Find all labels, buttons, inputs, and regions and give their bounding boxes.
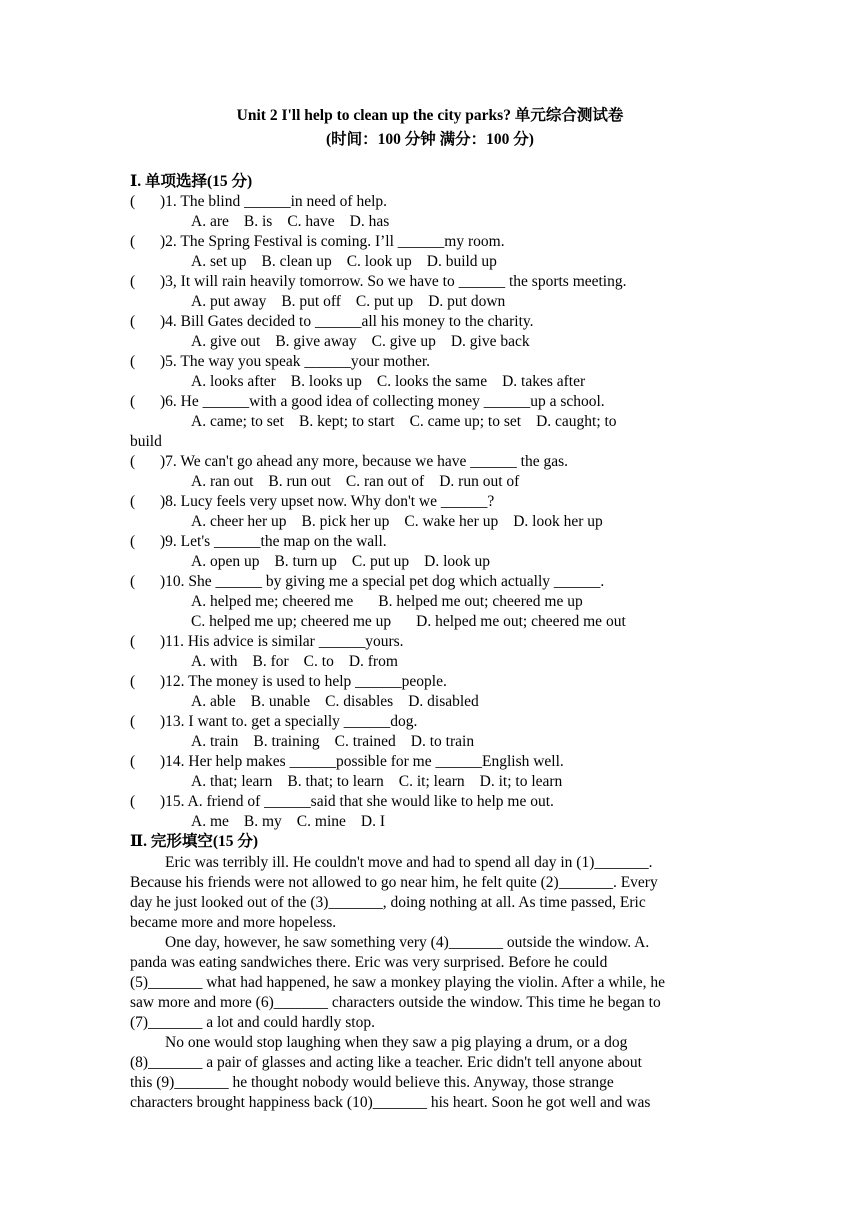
option-d: D. takes after xyxy=(502,373,586,390)
question-stem: )7. We can't go ahead any more, because we have ______ the gas. xyxy=(160,453,568,470)
option-a: A. with xyxy=(191,653,238,670)
question-2 xyxy=(130,232,730,252)
option-d: D. disabled xyxy=(408,693,479,710)
answer-paren: ( xyxy=(130,313,136,330)
cloze-line: Eric was terribly ill. He couldn't move and had to spend all day in (1)_______. xyxy=(165,854,653,871)
option-d: D. put down xyxy=(428,293,506,310)
cloze-line: this (9)_______ he thought nobody would believe this. Anyway, those strange xyxy=(130,1074,614,1091)
question-11-options xyxy=(191,652,791,672)
question-4 xyxy=(130,312,730,332)
question-8-options xyxy=(191,512,791,532)
question-10 xyxy=(130,572,730,592)
question-stem: )3, It will rain heavily tomorrow. So we have to ______ the sports meeting. xyxy=(160,273,627,290)
option-c: C. helped me up; cheered me up xyxy=(191,613,392,630)
option-c: C. ran out of xyxy=(345,473,425,490)
option-b: B. unable xyxy=(250,693,311,710)
question-stem: )9. Let's ______the map on the wall. xyxy=(160,533,387,550)
question-4-options xyxy=(191,332,791,352)
option-a: A. cheer her up xyxy=(191,513,287,530)
question-6-wrap: build xyxy=(130,433,162,450)
option-d: D. I xyxy=(360,813,385,830)
option-c: C. came up; to set xyxy=(409,413,522,430)
answer-paren: ( xyxy=(130,633,136,650)
option-c: C. wake her up xyxy=(404,513,499,530)
question-stem: )6. He ______with a good idea of collecting money ______up a school. xyxy=(160,393,605,410)
question-stem: )1. The blind ______in need of help. xyxy=(160,193,388,210)
option-c: C. trained xyxy=(334,733,396,750)
option-d: D. give back xyxy=(450,333,530,350)
cloze-line: Because his friends were not allowed to go near him, he felt quite (2)_______. Every xyxy=(130,874,658,891)
answer-paren: ( xyxy=(130,353,136,370)
option-a: A. train xyxy=(191,733,239,750)
question-8 xyxy=(130,492,730,512)
question-7-options xyxy=(191,472,791,492)
question-15-options xyxy=(191,812,791,832)
option-d: D. run out of xyxy=(439,473,520,490)
question-10-options-cd xyxy=(191,612,791,632)
option-c: C. look up xyxy=(346,253,412,270)
option-b: B. run out xyxy=(268,473,331,490)
option-c: C. looks the same xyxy=(376,373,488,390)
question-12-options xyxy=(191,692,791,712)
question-5-options xyxy=(191,372,791,392)
option-d: D. has xyxy=(349,213,390,230)
cloze-line: saw more and more (6)_______ characters outside the window. This time he began to xyxy=(130,994,661,1011)
cloze-line: One day, however, he saw something very (4)_______ outside the window. A. xyxy=(165,934,650,951)
answer-paren: ( xyxy=(130,493,136,510)
option-b: B. kept; to start xyxy=(298,413,395,430)
question-stem: )15. A. friend of ______said that she would like to help me out. xyxy=(160,793,554,810)
page-subtitle: (时间：100 分钟 满分：100 分) xyxy=(326,131,534,148)
option-b: B. clean up xyxy=(261,253,332,270)
answer-paren: ( xyxy=(130,713,136,730)
option-c: C. put up xyxy=(351,553,410,570)
question-6-options xyxy=(191,412,791,432)
option-b: B. give away xyxy=(275,333,357,350)
question-12 xyxy=(130,672,730,692)
page-title: Unit 2 I'll help to clean up the city parks? 单元综合测试卷 xyxy=(236,107,624,124)
cloze-line: day he just looked out of the (3)_______, doing nothing at all. As time passed, Eric xyxy=(130,894,646,911)
option-b: B. pick her up xyxy=(301,513,390,530)
option-a: A. open up xyxy=(191,553,260,570)
answer-paren: ( xyxy=(130,273,136,290)
option-c: C. it; learn xyxy=(398,773,465,790)
option-b: B. helped me out; cheered me up xyxy=(378,593,583,610)
cloze-line: panda was eating sandwiches there. Eric was very surprised. Before he could xyxy=(130,954,608,971)
option-a: A. that; learn xyxy=(191,773,273,790)
option-a: A. are xyxy=(191,213,229,230)
answer-paren: ( xyxy=(130,233,136,250)
option-b: B. for xyxy=(252,653,289,670)
question-15 xyxy=(130,792,730,812)
option-d: D. helped me out; cheered me out xyxy=(416,613,626,630)
option-a: A. put away xyxy=(191,293,267,310)
answer-paren: ( xyxy=(130,453,136,470)
cloze-line: (5)_______ what had happened, he saw a monkey playing the violin. After a while, he xyxy=(130,974,666,991)
option-d: D. to train xyxy=(410,733,475,750)
option-a: A. ran out xyxy=(191,473,254,490)
question-7 xyxy=(130,452,730,472)
cloze-line: (8)_______ a pair of glasses and acting like a teacher. Eric didn't tell anyone about xyxy=(130,1054,642,1071)
cloze-line: (7)_______ a lot and could hardly stop. xyxy=(130,1014,375,1031)
cloze-line: became more and more hopeless. xyxy=(130,914,337,931)
option-b: B. my xyxy=(243,813,282,830)
option-a: A. give out xyxy=(191,333,261,350)
question-stem: )13. I want to. get a specially ______dog. xyxy=(160,713,418,730)
option-d: D. from xyxy=(348,653,398,670)
option-a: A. set up xyxy=(191,253,247,270)
option-b: B. is xyxy=(243,213,273,230)
question-1 xyxy=(130,192,730,212)
option-c: C. mine xyxy=(296,813,346,830)
question-14 xyxy=(130,752,730,772)
option-a: A. helped me; cheered me xyxy=(191,593,354,610)
cloze-line: No one would stop laughing when they saw a pig playing a drum, or a dog xyxy=(165,1034,628,1051)
question-stem: )8. Lucy feels very upset now. Why don't we ______? xyxy=(160,493,495,510)
option-a: A. came; to set xyxy=(191,413,284,430)
option-b: B. that; to learn xyxy=(287,773,384,790)
section-heading-cloze: Ⅱ. 完形填空(15 分) xyxy=(130,833,259,850)
option-d: D. build up xyxy=(426,253,497,270)
question-14-options xyxy=(191,772,791,792)
question-5 xyxy=(130,352,730,372)
answer-paren: ( xyxy=(130,793,136,810)
option-d: D. look up xyxy=(424,553,491,570)
section-heading-multiple-choice: Ⅰ. 单项选择(15 分) xyxy=(130,173,253,190)
question-stem: )14. Her help makes ______possible for me ______English well. xyxy=(160,753,564,770)
option-c: C. put up xyxy=(355,293,414,310)
option-c: C. disables xyxy=(325,693,394,710)
question-10-options-ab xyxy=(191,592,791,612)
question-3 xyxy=(130,272,730,292)
question-9-options xyxy=(191,552,791,572)
question-13-options xyxy=(191,732,791,752)
answer-paren: ( xyxy=(130,673,136,690)
option-c: C. to xyxy=(303,653,334,670)
option-a: A. able xyxy=(191,693,236,710)
option-a: A. me xyxy=(191,813,229,830)
question-2-options xyxy=(191,252,791,272)
answer-paren: ( xyxy=(130,393,136,410)
option-b: B. put off xyxy=(281,293,341,310)
answer-paren: ( xyxy=(130,533,136,550)
answer-paren: ( xyxy=(130,753,136,770)
question-3-options xyxy=(191,292,791,312)
option-c: C. have xyxy=(287,213,335,230)
question-13 xyxy=(130,712,730,732)
answer-paren: ( xyxy=(130,193,136,210)
question-stem: )12. The money is used to help ______people. xyxy=(160,673,447,690)
answer-paren: ( xyxy=(130,573,136,590)
question-stem: )5. The way you speak ______your mother. xyxy=(160,353,431,370)
question-11 xyxy=(130,632,730,652)
option-b: B. turn up xyxy=(274,553,337,570)
option-b: B. looks up xyxy=(290,373,362,390)
option-b: B. training xyxy=(253,733,320,750)
question-stem: )2. The Spring Festival is coming. I’ll ______my room. xyxy=(160,233,505,250)
question-1-options xyxy=(191,212,791,232)
option-d: D. caught; to xyxy=(536,413,617,430)
option-a: A. looks after xyxy=(191,373,276,390)
option-c: C. give up xyxy=(371,333,436,350)
cloze-line: characters brought happiness back (10)_______ his heart. Soon he got well and was xyxy=(130,1094,651,1111)
option-d: D. it; to learn xyxy=(479,773,563,790)
question-6 xyxy=(130,392,730,412)
question-stem: )10. She ______ by giving me a special pet dog which actually ______. xyxy=(160,573,605,590)
option-d: D. look her up xyxy=(513,513,603,530)
question-stem: )4. Bill Gates decided to ______all his money to the charity. xyxy=(160,313,534,330)
question-9 xyxy=(130,532,730,552)
question-stem: )11. His advice is similar ______yours. xyxy=(160,633,404,650)
